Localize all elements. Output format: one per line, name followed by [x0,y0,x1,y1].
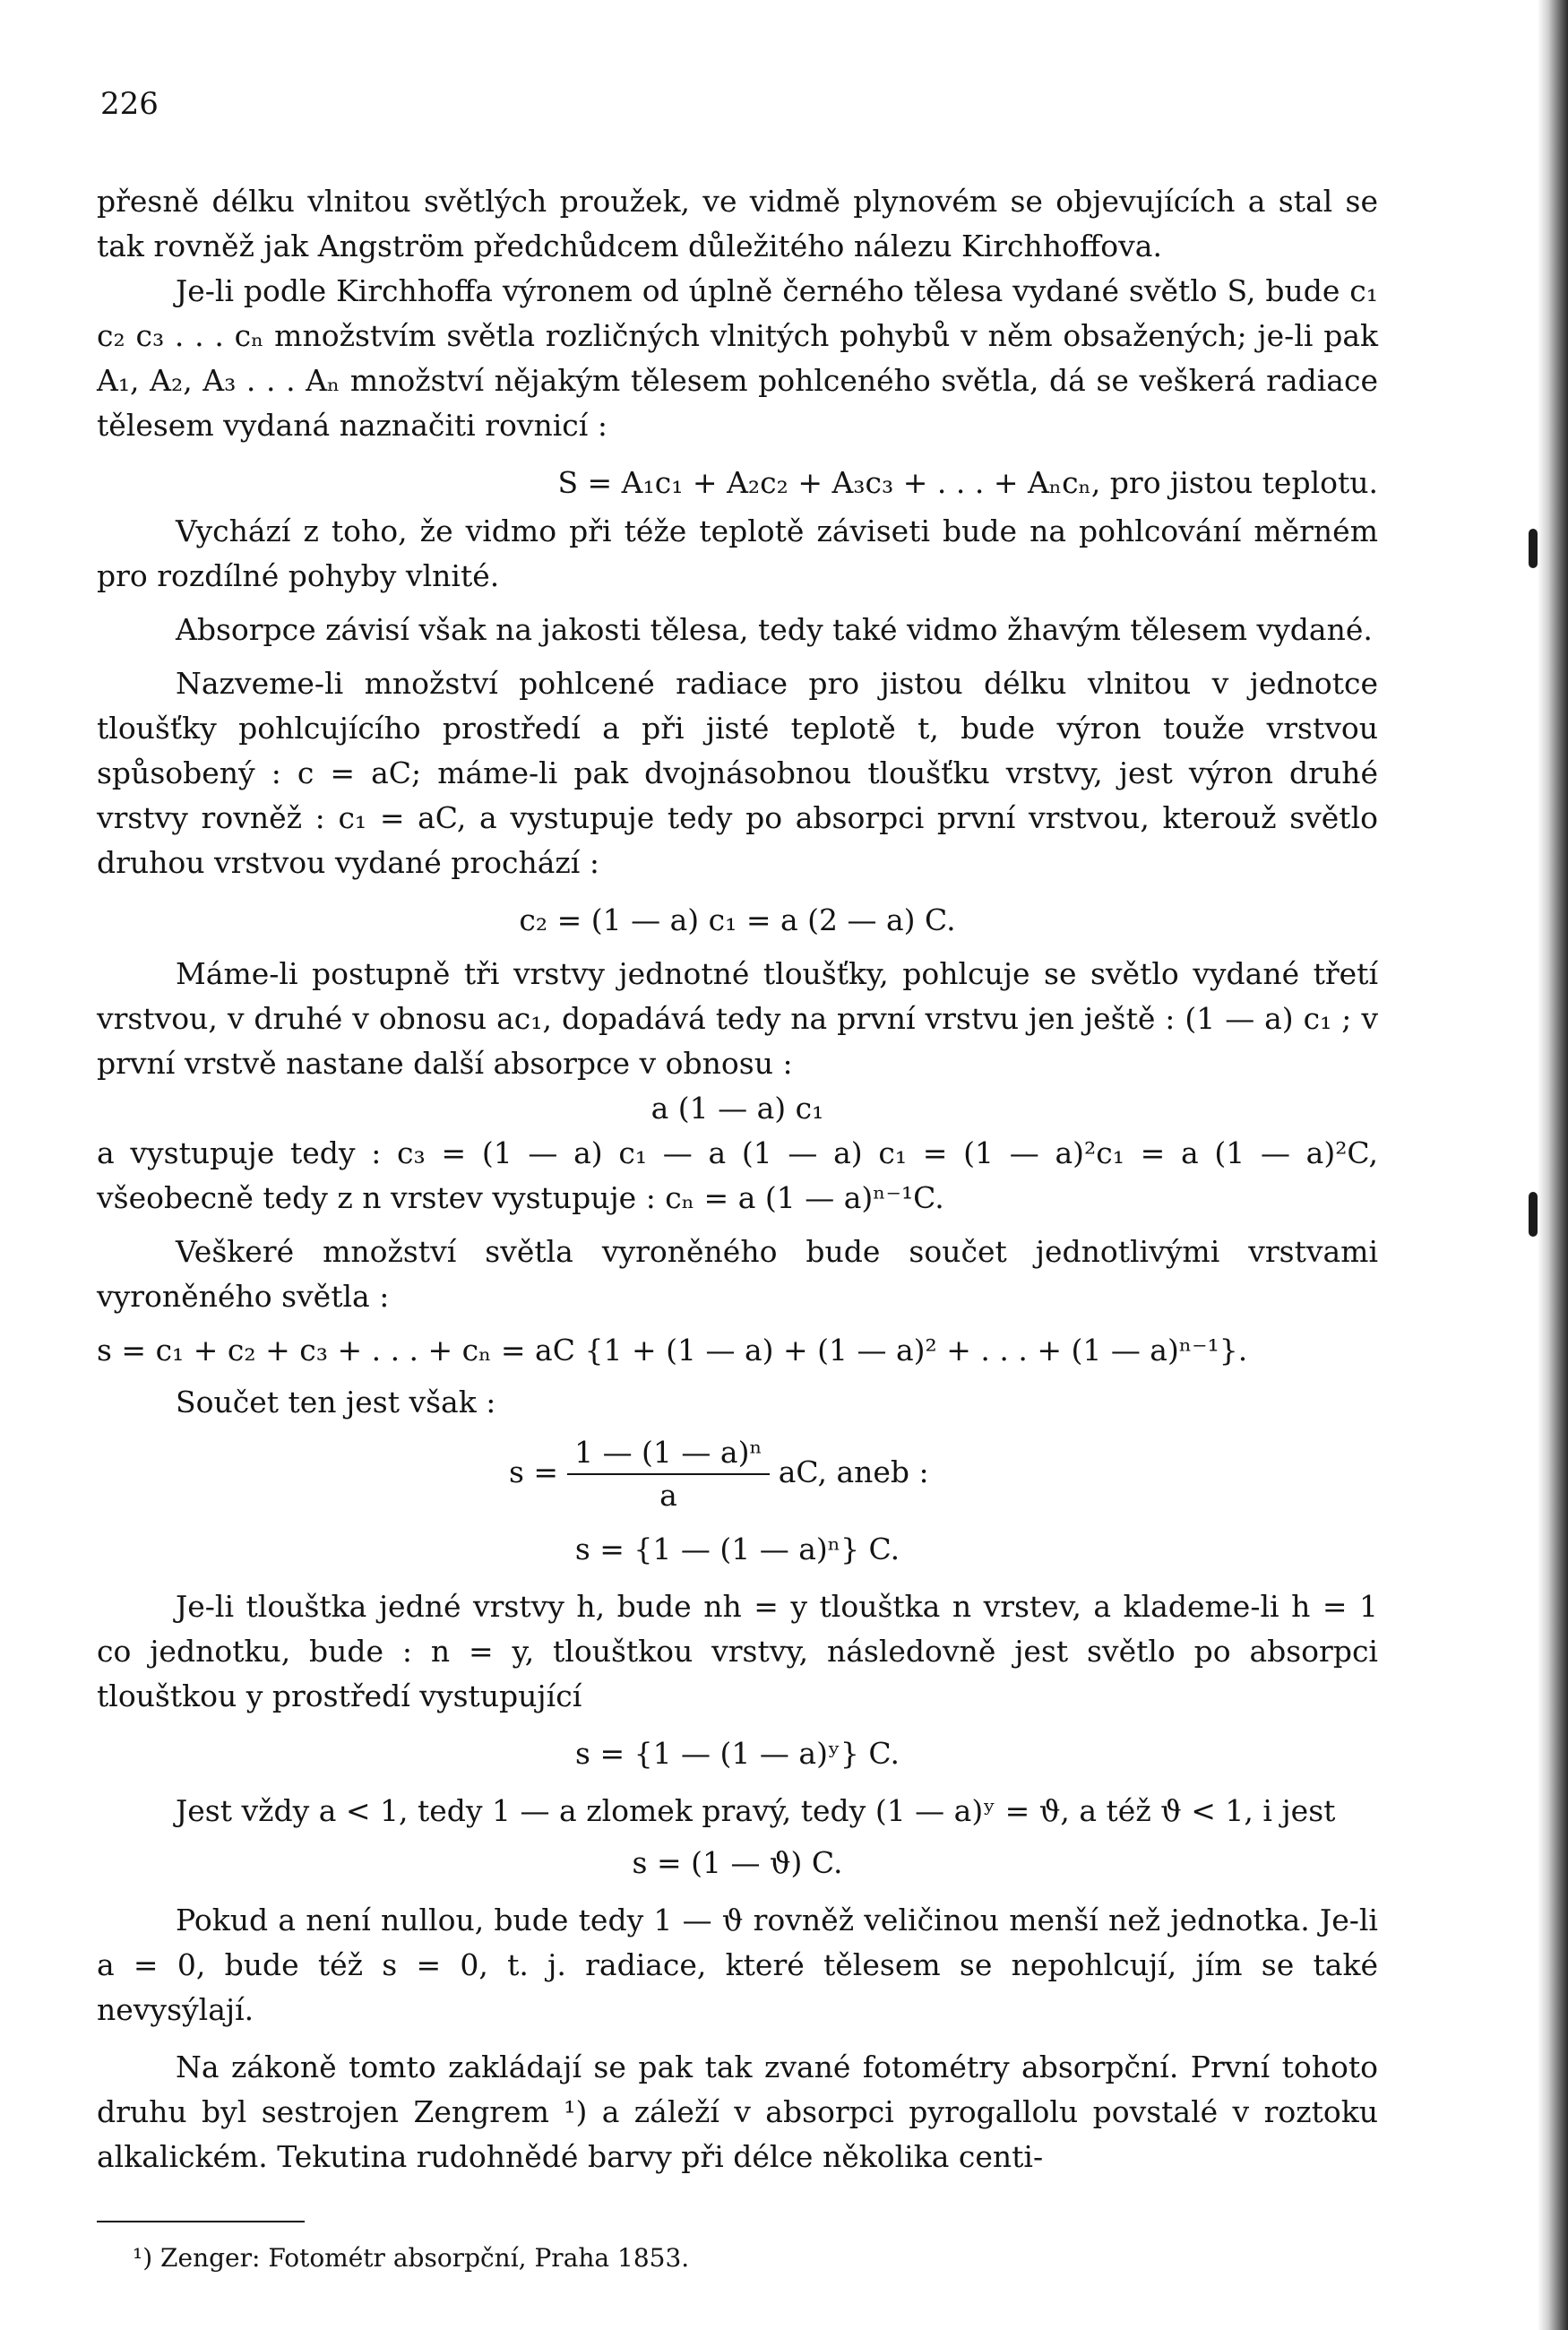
paragraph-12: Pokud a není nullou, bude tedy 1 — ϑ rovněž veličinou menší než jednotka. Je-li a = 0, bude též s = 0, t. j. radiace, které tělesem se nepohlcují, jím se také nevysýlají. [97,1903,1378,2027]
book-binding-edge [1538,0,1568,2330]
paragraph-4: Absorpce závisí však na jakosti tělesa, tedy také vidmo žhavým tělesem vydané. [176,612,1373,647]
paragraph-5: Nazveme-li množství pohlcené radiace pro jistou délku vlnitou v jednotce tloušťky pohlcujícího prostředí a při jisté teplotě t, bude výron touže vrstvou spůsobený : c = aC; máme-li pak dvojnásobnou tloušťku vrstvy, jest výron druhé vrstvy rovněž : c₁ = aC, a vystupuje tedy po absorpci první vrstvou, kterouž světlo druhou vrstvou vydané prochází : [97,666,1378,880]
paragraph-9: Součet ten jest však : [176,1385,496,1420]
fraction [567,1432,770,1516]
equation-s-y: s = {1 — (1 — a)ʸ} C. [575,1736,900,1771]
paragraph-7: a vystupuje tedy : c₃ = (1 — a) c₁ — a (1 — a) c₁ = (1 — a)²c₁ = a (1 — a)²C, všeobecně tedy z n vrstev vystupuje : cₙ = a (1 — a)ⁿ⁻¹C. [97,1135,1378,1215]
fraction-denominator: a [659,1478,677,1513]
paragraph-8: Veškeré množství světla vyroněného bude součet jednotlivými vrstvami vyroněného světla : [97,1234,1378,1314]
fraction-rhs: aC, aneb : [778,1454,929,1489]
equation-radiation-sum: S = A₁c₁ + A₂c₂ + A₃c₃ + . . . + Aₙcₙ, pro jistou teplotu. [557,465,1378,500]
equation-c2: c₂ = (1 — a) c₁ = a (2 — a) C. [519,902,956,937]
equation-total-sum: s = c₁ + c₂ + c₃ + . . . + cₙ = aC {1 + (1 — a) + (1 — a)² + . . . + (1 — a)ⁿ⁻¹}. [97,1333,1248,1368]
equation-s-theta: s = (1 — ϑ) C. [632,1845,843,1880]
equation-fraction [97,1432,1378,1516]
paragraph-3: Vychází z toho, že vidmo při téže teplotě záviseti bude na pohlcování měrném pro rozdílné pohyby vlnité. [97,513,1378,593]
binding-mark [1529,529,1538,568]
fraction-lhs: s = [509,1454,559,1489]
page-number: 226 [100,86,159,122]
footnote-rule [97,2221,305,2222]
paragraph-6: Máme-li postupně tři vrstvy jednotné tloušťky, pohlcuje se světlo vydané třetí vrstvou, v druhé v obnosu ac₁, dopadává tedy na první vrstvu jen ještě : (1 — a) c₁ ; v první vrstvě nastane další absorpce v obnosu : [97,956,1378,1081]
equation-s-n: s = {1 — (1 — a)ⁿ} C. [574,1532,900,1566]
paragraph-1: přesně délku vlnitou světlých proužek, ve vidmě plynovém se objevujících a stal se tak rovněž jak Angström předchůdcem důležitého nálezu Kirchhoffova. [97,184,1378,263]
footnote: ¹) Zenger: Fotométr absorpční, Praha 1853. [133,2243,690,2273]
fraction-numerator: 1 — (1 — a)ⁿ [567,1432,770,1475]
paragraph-2: Je-li podle Kirchhoffa výronem od úplně černého tělesa vydané světlo S, bude c₁ c₂ c₃ . . . cₙ množstvím světla rozličných vlnitých pohybů v něm obsažených; je-li pak A₁, A₂, A₃ . . . Aₙ množství nějakým tělesem pohlceného světla, dá se veškerá radiace tělesem vydaná naznačiti rovnicí : [97,273,1378,443]
paragraph-10: Je-li tlouštka jedné vrstvy h, bude nh = y tlouštka n vrstev, a klademe-li h = 1 co jednotku, bude : n = y, tlouštkou vrstvy, následovně jest světlo po absorpci tlouštkou y prostředí vystupující [97,1589,1378,1713]
equation-absorption-amount: a (1 — a) c₁ [650,1091,824,1126]
paragraph-13: Na zákoně tomto zakládají se pak tak zvané fotométry absorpční. První tohoto druhu byl sestrojen Zengrem ¹) a záleží v absorpci pyrogallolu povstalé v roztoku alkalickém. Tekutina rudohnědé barvy při délce několika centi- [97,2050,1378,2174]
binding-mark [1529,1192,1538,1237]
paragraph-11: Jest vždy a < 1, tedy 1 — a zlomek pravý, tedy (1 — a)ʸ = ϑ, a též ϑ < 1, i jest [176,1793,1336,1828]
body-text-top [97,179,1378,2179]
